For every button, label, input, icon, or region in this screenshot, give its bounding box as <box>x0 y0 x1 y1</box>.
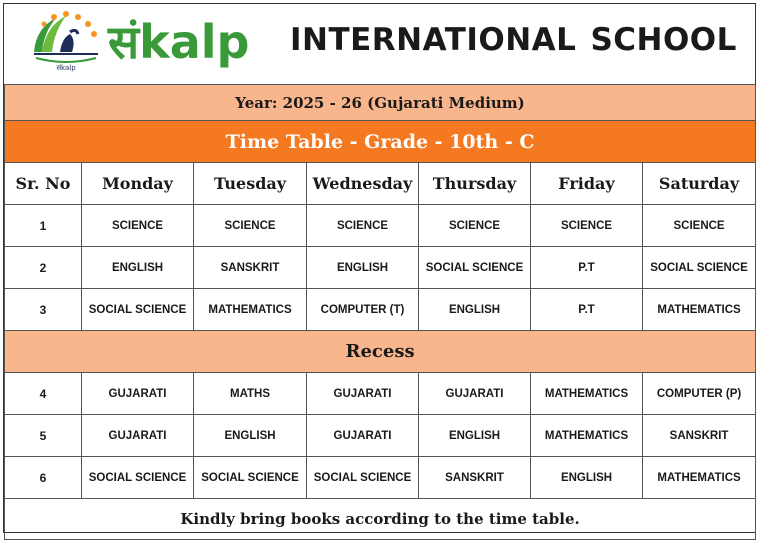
subject-cell: GUJARATI <box>419 373 531 415</box>
subject-cell: MATHEMATICS <box>531 415 643 457</box>
subject-cell: SOCIAL SCIENCE <box>82 289 194 331</box>
school-name-school: SCHOOL <box>590 22 737 58</box>
subject-cell: SCIENCE <box>531 205 643 247</box>
timetable-title: Time Table - Grade - 10th - C <box>5 121 756 163</box>
subject-cell: COMPUTER (P) <box>643 373 756 415</box>
column-header-sr-no: Sr. No <box>5 163 82 205</box>
school-name-international: INTERNATIONAL <box>290 22 577 58</box>
subject-cell: MATHEMATICS <box>643 289 756 331</box>
subject-cell: MATHEMATICS <box>643 457 756 499</box>
subject-cell: SANSKRIT <box>643 415 756 457</box>
period-row-6 <box>5 457 756 499</box>
academic-year: Year: 2025 - 26 (Gujarati Medium) <box>5 85 756 121</box>
period-row-1 <box>5 205 756 247</box>
subject-cell: SANSKRIT <box>419 457 531 499</box>
period-number: 4 <box>5 373 82 415</box>
column-header-thursday: Thursday <box>419 163 531 205</box>
logo-caption: संkalp <box>56 64 76 72</box>
school-name <box>290 22 737 58</box>
subject-cell: MATHEMATICS <box>531 373 643 415</box>
subject-cell: ENGLISH <box>419 289 531 331</box>
period-row-2 <box>5 247 756 289</box>
subject-cell: P.T <box>531 247 643 289</box>
subject-cell: SOCIAL SCIENCE <box>643 247 756 289</box>
subject-cell: MATHEMATICS <box>194 289 307 331</box>
sankalp-wordmark-logo <box>104 4 284 78</box>
timetable-sheet <box>3 3 756 533</box>
column-header-saturday: Saturday <box>643 163 756 205</box>
subject-cell: SOCIAL SCIENCE <box>307 457 419 499</box>
subject-cell: ENGLISH <box>194 415 307 457</box>
timetable <box>4 84 756 540</box>
period-row-4 <box>5 373 756 415</box>
subject-cell: SCIENCE <box>643 205 756 247</box>
period-number: 5 <box>5 415 82 457</box>
logo-wordmark-text: संkalp <box>108 15 250 69</box>
subject-cell: SOCIAL SCIENCE <box>419 247 531 289</box>
subject-cell: SCIENCE <box>194 205 307 247</box>
column-header-monday: Monday <box>82 163 194 205</box>
subject-cell: ENGLISH <box>531 457 643 499</box>
period-number: 3 <box>5 289 82 331</box>
period-number: 1 <box>5 205 82 247</box>
subject-cell: SOCIAL SCIENCE <box>82 457 194 499</box>
subject-cell: ENGLISH <box>82 247 194 289</box>
period-number: 2 <box>5 247 82 289</box>
subject-cell: P.T <box>531 289 643 331</box>
subject-cell: GUJARATI <box>82 373 194 415</box>
subject-cell: MATHS <box>194 373 307 415</box>
school-header <box>4 4 755 84</box>
subject-cell: SANSKRIT <box>194 247 307 289</box>
school-emblem-logo <box>26 8 106 72</box>
header-row <box>5 163 756 205</box>
subject-cell: GUJARATI <box>82 415 194 457</box>
subject-cell: GUJARATI <box>307 373 419 415</box>
column-header-wednesday: Wednesday <box>307 163 419 205</box>
subject-cell: SCIENCE <box>82 205 194 247</box>
footer-note: Kindly bring books according to the time table. <box>5 499 756 540</box>
recess-row: Recess <box>5 331 756 373</box>
period-row-5 <box>5 415 756 457</box>
period-row-3 <box>5 289 756 331</box>
subject-cell: GUJARATI <box>307 415 419 457</box>
period-number: 6 <box>5 457 82 499</box>
subject-cell: SCIENCE <box>419 205 531 247</box>
subject-cell: ENGLISH <box>419 415 531 457</box>
subject-cell: SCIENCE <box>307 205 419 247</box>
column-header-tuesday: Tuesday <box>194 163 307 205</box>
column-header-friday: Friday <box>531 163 643 205</box>
subject-cell: SOCIAL SCIENCE <box>194 457 307 499</box>
subject-cell: ENGLISH <box>307 247 419 289</box>
subject-cell: COMPUTER (T) <box>307 289 419 331</box>
